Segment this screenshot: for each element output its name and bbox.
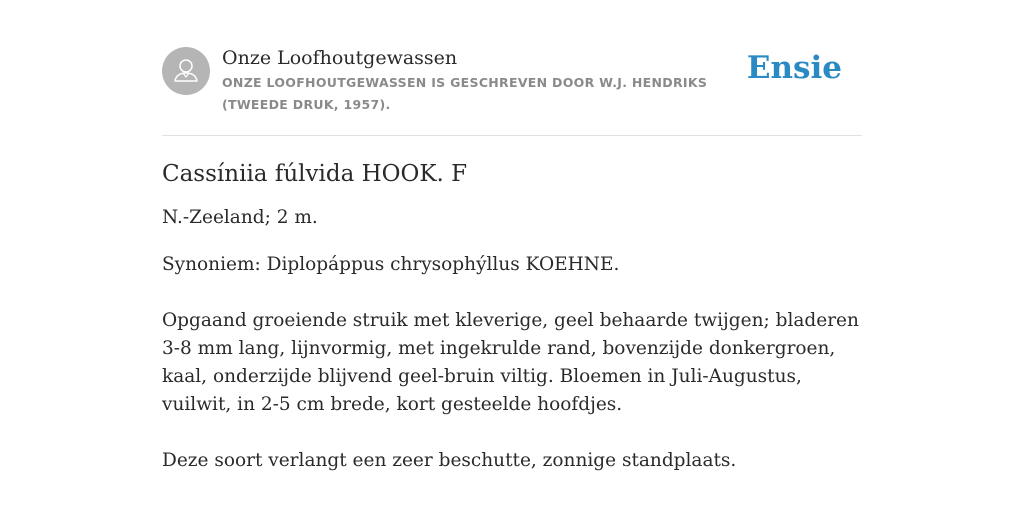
article-region: N.-Zeeland; 2 m. bbox=[162, 207, 318, 228]
book-meta bbox=[222, 44, 752, 116]
book-title[interactable]: Onze Loofhoutgewassen bbox=[222, 47, 458, 69]
book-description: ONZE LOOFHOUTGEWASSEN IS GESCHREVEN DOOR W.J. HENDRIKS (TWEEDE DRUK, 1957). bbox=[222, 75, 708, 112]
brand-logo[interactable]: Ensie bbox=[746, 50, 842, 86]
article-title: Cassíniia fúlvida HOOK. F bbox=[162, 161, 468, 187]
article-synonym: Synoniem: Diplopáppus chrysophýllus KOEHNE. bbox=[162, 254, 620, 275]
article bbox=[162, 158, 872, 475]
article-note: Deze soort verlangt een zeer beschutte, zonnige standplaats. bbox=[162, 450, 737, 471]
article-description: Opgaand groeiende struik met kleverige, geel behaarde twijgen; bladeren 3-8 mm lang, lijnvormig, met ingekrulde rand, bovenzijde donkergroen, kaal, onderzijde blijvend geel-bruin viltig. Bloemen in Juli-Augustus, vuilwit, in 2-5 cm brede, kort gesteelde hoofdjes. bbox=[162, 310, 859, 415]
divider bbox=[162, 135, 862, 136]
user-icon bbox=[162, 47, 210, 95]
book-header bbox=[162, 44, 862, 136]
